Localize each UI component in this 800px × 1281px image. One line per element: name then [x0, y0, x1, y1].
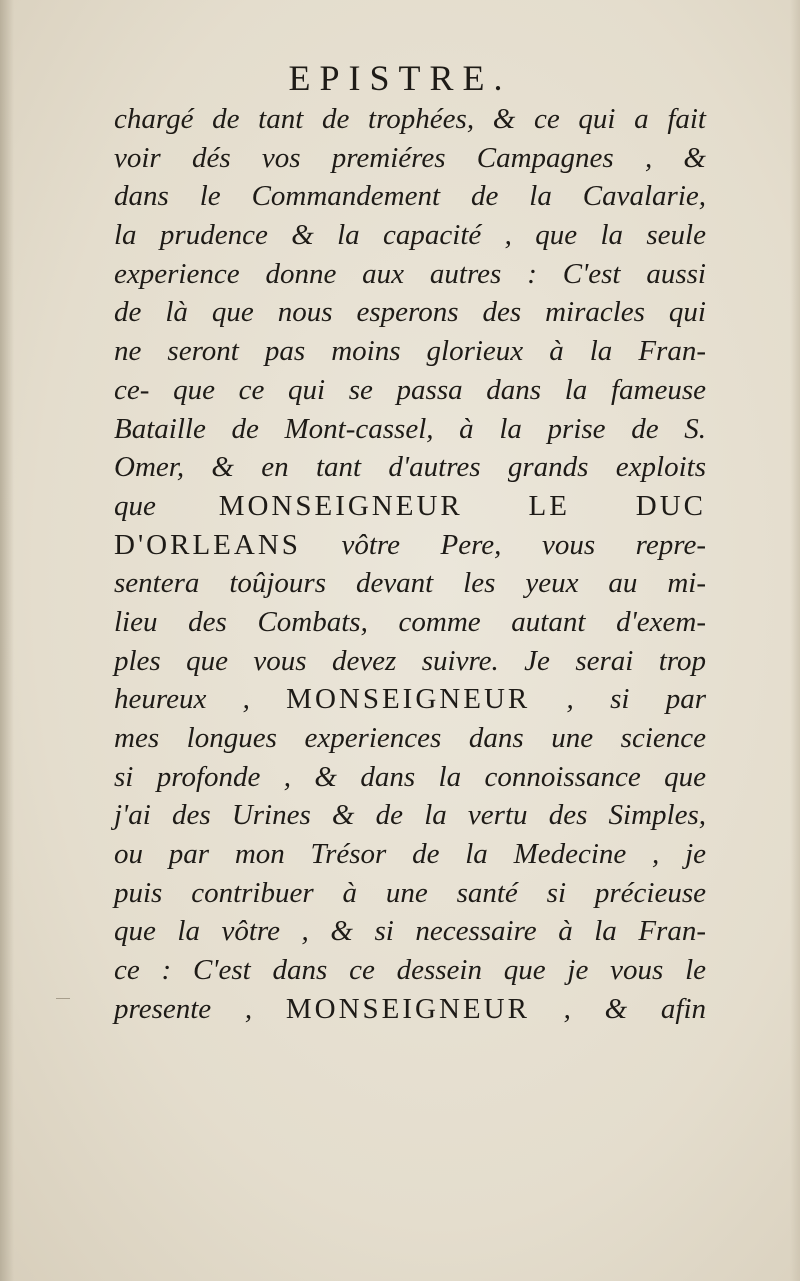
- line-text: dans le Commandement de la Cavalarie,: [114, 180, 706, 213]
- text-line: [114, 758, 706, 797]
- text-line: [114, 139, 706, 178]
- page-edge-shadow: [790, 0, 800, 1281]
- text-line: [114, 719, 706, 758]
- text-line: [114, 177, 706, 216]
- small-caps-title: MONSEIGNEUR LE DUC: [218, 489, 707, 522]
- line-text: vôtre Pere, vous repre-: [300, 528, 706, 561]
- page-gutter-shadow: [0, 0, 14, 1281]
- text-line: [114, 293, 706, 332]
- text-line: [114, 100, 706, 139]
- text-line: [114, 990, 706, 1029]
- line-text: ne seront pas moins glorieux à la Fran-: [114, 335, 706, 368]
- text-line: [114, 410, 706, 449]
- running-header: EPISTRE.: [288, 58, 512, 98]
- text-line: [114, 371, 706, 410]
- line-text: heureux ,: [114, 683, 287, 716]
- line-text: que la vôtre , & si necessaire à la Fran-: [114, 915, 706, 948]
- line-text: la prudence & la capacité , que la seule: [114, 219, 706, 252]
- text-line: [114, 642, 706, 681]
- line-text: Omer, & en tant d'autres grands exploits: [114, 451, 706, 484]
- line-text: sentera toûjours devant les yeux au mi-: [114, 567, 706, 600]
- line-text: si profonde , & dans la connoissance que: [114, 760, 706, 793]
- text-line: [114, 951, 706, 990]
- small-caps-title: D'ORLEANS: [114, 528, 301, 561]
- line-text: chargé de tant de trophées, & ce qui a fait: [114, 103, 706, 135]
- line-text: lieu des Combats, comme autant d'exem-: [114, 605, 706, 638]
- text-line: [114, 448, 706, 487]
- small-caps-title: MONSEIGNEUR: [286, 683, 531, 716]
- text-line: [114, 874, 706, 913]
- text-line: [114, 680, 706, 719]
- text-line: [114, 835, 706, 874]
- line-text: puis contribuer à une santé si précieuse: [114, 876, 706, 909]
- line-text: , & afin: [529, 992, 706, 1025]
- epistle-text: [114, 100, 706, 1029]
- text-line: [114, 603, 706, 642]
- text-line: [114, 564, 706, 603]
- line-text: ples que vous devez suivre. Je serai trop: [114, 644, 706, 677]
- text-line: [114, 912, 706, 951]
- line-text: Bataille de Mont-cassel, à la prise de S.: [114, 412, 706, 445]
- line-text: presente ,: [114, 992, 286, 1025]
- line-text: ou par mon Trésor de la Medecine , je: [114, 838, 706, 871]
- line-text: de là que nous esperons des miracles qui: [114, 296, 706, 329]
- text-line: [114, 332, 706, 371]
- text-line: [114, 526, 706, 565]
- text-line: [114, 216, 706, 255]
- line-text: mes longues experiences dans une science: [114, 722, 706, 754]
- line-text: voir dés vos premiéres Campagnes , &: [114, 141, 706, 174]
- margin-mark: [56, 998, 70, 999]
- small-caps-title: MONSEIGNEUR: [285, 992, 530, 1025]
- text-line: [114, 796, 706, 835]
- line-text: experience donne aux autres : C'est aussi: [114, 257, 706, 290]
- line-text: ce : C'est dans ce dessein que je vous le: [114, 954, 706, 987]
- line-text: ce- que ce qui se passa dans la fameuse: [114, 373, 706, 406]
- line-text: , si par: [530, 683, 706, 716]
- line-text: que: [114, 489, 219, 522]
- line-text: j'ai des Urines & de la vertu des Simples,: [114, 799, 706, 832]
- text-line: [114, 487, 706, 526]
- text-line: [114, 255, 706, 294]
